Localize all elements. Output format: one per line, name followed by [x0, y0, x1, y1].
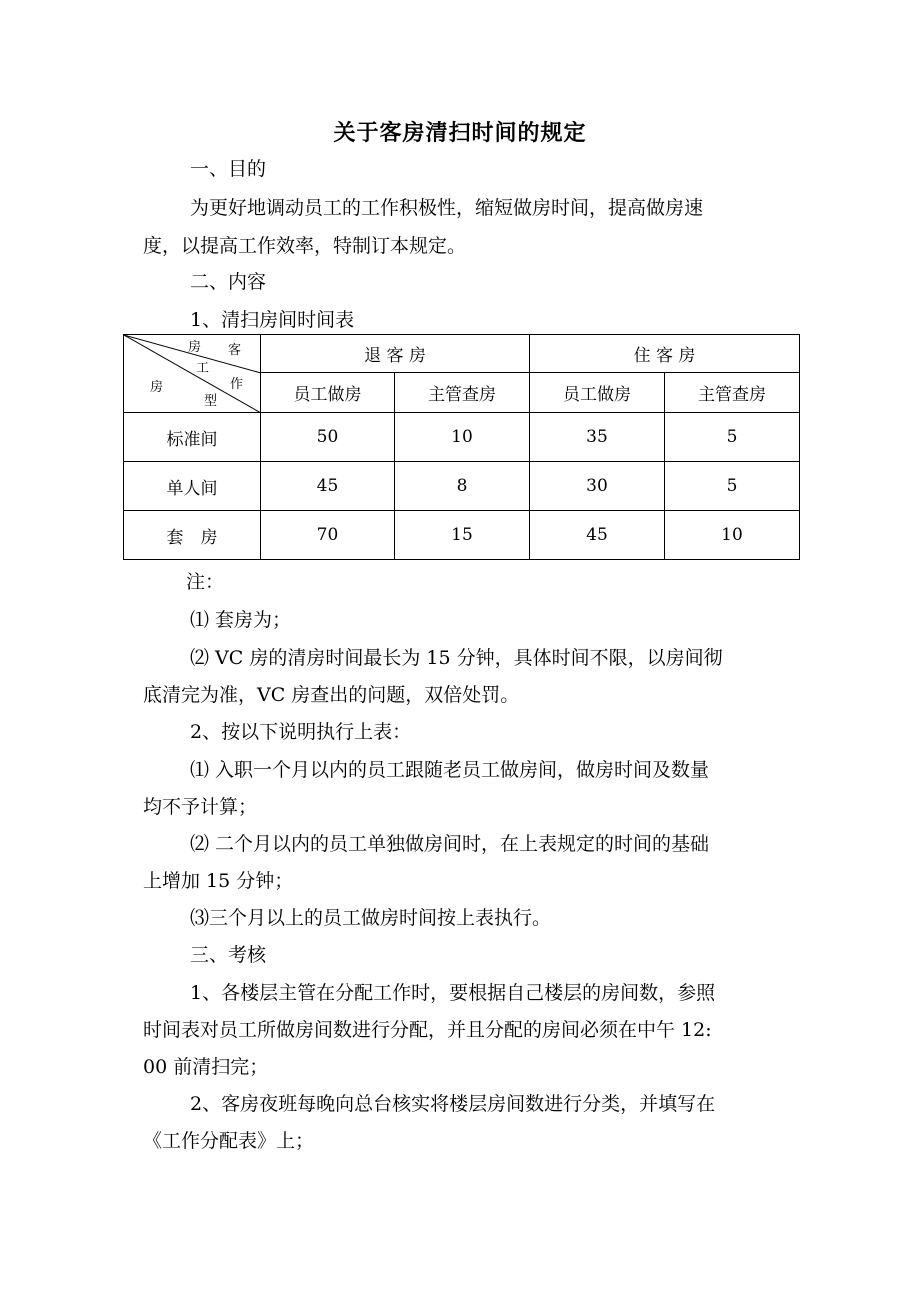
- sub-header: 主管查房: [395, 373, 530, 413]
- table-cell: 10: [395, 413, 530, 462]
- paragraph-line: 1、各楼层主管在分配工作时，要根据自己楼层的房间数，参照: [190, 982, 716, 1004]
- table-row: [124, 462, 800, 511]
- table-row: [124, 413, 800, 462]
- table-cell: 30: [530, 462, 665, 511]
- note-item: ⑵ VC 房的清房时间最长为 15 分钟，具体时间不限，以房间彻: [190, 647, 723, 669]
- paragraph-line: 00 前清扫完；: [143, 1056, 269, 1078]
- section-heading-content: 二、内容: [190, 271, 267, 293]
- table-cell: 70: [261, 511, 395, 560]
- group-header-occupied: 住 客 房: [530, 335, 800, 373]
- subsection-heading-timetable: 1、清扫房间时间表: [190, 309, 355, 331]
- table-corner-cell: [124, 335, 261, 413]
- corner-label-xing: 型: [204, 394, 218, 409]
- table-cell: 50: [261, 413, 395, 462]
- cleaning-time-table: [123, 334, 800, 560]
- paragraph-line: 2、客房夜班每晚向总台核实将楼层房间数进行分类，并填写在: [190, 1093, 716, 1115]
- corner-label-fang2: 房: [150, 380, 164, 395]
- note-item-continuation: 底清完为准，VC 房查出的问题，双倍处罚。: [143, 684, 520, 706]
- row-label: 标准间: [124, 413, 261, 462]
- group-header-checkout: 退 客 房: [261, 335, 530, 373]
- corner-label-zuo: 作: [230, 377, 244, 392]
- document-title: 关于客房清扫时间的规定: [333, 120, 587, 146]
- row-label: 单人间: [124, 462, 261, 511]
- instruction-item: ⑶三个月以上的员工做房时间按上表执行。: [190, 907, 552, 929]
- table-cell: 45: [530, 511, 665, 560]
- paragraph-line: 《工作分配表》上；: [143, 1130, 315, 1152]
- table-cell: 5: [665, 462, 800, 511]
- table-cell: 15: [395, 511, 530, 560]
- paragraph-line: 度，以提高工作效率，特制订本规定。: [143, 235, 467, 257]
- table-cell: 10: [665, 511, 800, 560]
- paragraph-line: 时间表对员工所做房间数进行分配，并且分配的房间必须在中午 12:: [143, 1019, 712, 1041]
- instruction-item: ⑵ 二个月以内的员工单独做房间时，在上表规定的时间的基础: [190, 833, 710, 855]
- row-label: 套 房: [124, 511, 261, 560]
- corner-label-ke: 客: [228, 343, 242, 358]
- note-item: ⑴ 套房为；: [190, 609, 292, 631]
- instruction-item-continuation: 均不予计算；: [143, 796, 258, 818]
- paragraph-line: 为更好地调动员工的工作积极性，缩短做房时间，提高做房速: [190, 197, 704, 219]
- corner-label-gong: 工: [196, 361, 210, 376]
- sub-header: 员工做房: [530, 373, 665, 413]
- instruction-item: ⑴ 入职一个月以内的员工跟随老员工做房间，做房时间及数量: [190, 759, 710, 781]
- table-cell: 35: [530, 413, 665, 462]
- note-label: 注：: [186, 571, 225, 593]
- table-cell: 45: [261, 462, 395, 511]
- sub-header: 主管查房: [665, 373, 800, 413]
- section-heading-purpose: 一、目的: [190, 158, 267, 180]
- table-cell: 5: [665, 413, 800, 462]
- sub-header: 员工做房: [261, 373, 395, 413]
- table-cell: 8: [395, 462, 530, 511]
- corner-label-fang: 房: [188, 340, 202, 355]
- subsection-heading-instructions: 2、按以下说明执行上表：: [190, 721, 412, 743]
- section-heading-assessment: 三、考核: [190, 944, 267, 966]
- table-row: [124, 511, 800, 560]
- instruction-item-continuation: 上增加 15 分钟；: [143, 870, 294, 892]
